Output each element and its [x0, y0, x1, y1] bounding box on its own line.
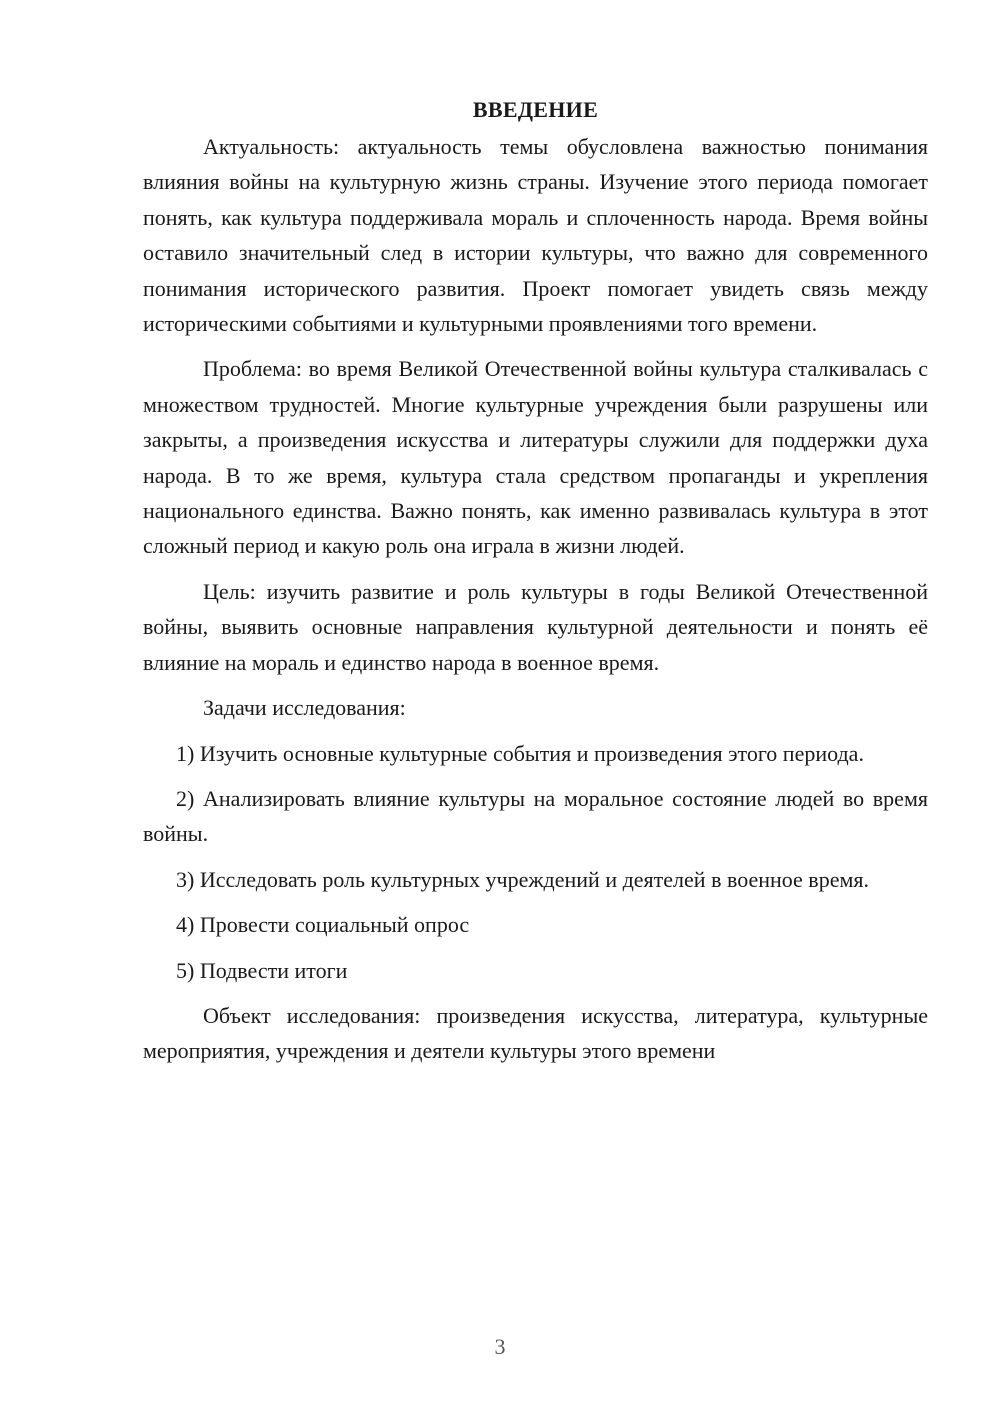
paragraph-object: Объект исследования: произведения искусства, литература, культурные мероприятия, учреждения и деятели культуры этого времени [143, 1002, 928, 1064]
task-item-3: 3) Исследовать роль культурных учреждений и деятелей в военное время. [176, 866, 869, 892]
paragraph-goal: Цель: изучить развитие и роль культуры в годы Великой Отечественной войны, выявить основные направления культурной деятельности и понять её влияние на мораль и единство народа в военное время. [143, 578, 928, 675]
task-item-2: 2) Анализировать влияние культуры на моральное состояние людей во время войны. [143, 785, 928, 847]
task-item-4: 4) Провести социальный опрос [176, 912, 470, 938]
paragraph-tasks-heading: Задачи исследования: [203, 695, 406, 721]
paragraph-relevance: Актуальность: актуальность темы обусловлена важностью понимания влияния войны на культурную жизнь страны. Изучение этого периода помогает понять, как культура поддерживала мораль и сплоченность народа. Время войны оставило значительный след в истории культуры, что важно для современного понимания исторического развития. Проект помогает увидеть связь между историческими событиями и культурными проявлениями того времени. [143, 134, 928, 337]
paragraph-problem: Проблема: во время Великой Отечественной войны культура сталкивалась с множеством трудностей. Многие культурные учреждения были разрушены или закрыты, а произведения искусства и литературы служили для поддержки духа народа. В то же время, культура стала средством пропаганды и укрепления национального единства. Важно понять, как именно развивалась культура в этот сложный период и какую роль она играла в жизни людей. [143, 356, 928, 559]
section-title: ВВЕДЕНИЕ [472, 97, 599, 122]
page-content [143, 92, 928, 1079]
task-item-5: 5) Подвести итоги [176, 957, 348, 983]
task-item-1: 1) Изучить основные культурные события и произведения этого периода. [176, 740, 864, 766]
page-number: 3 [494, 1334, 506, 1359]
